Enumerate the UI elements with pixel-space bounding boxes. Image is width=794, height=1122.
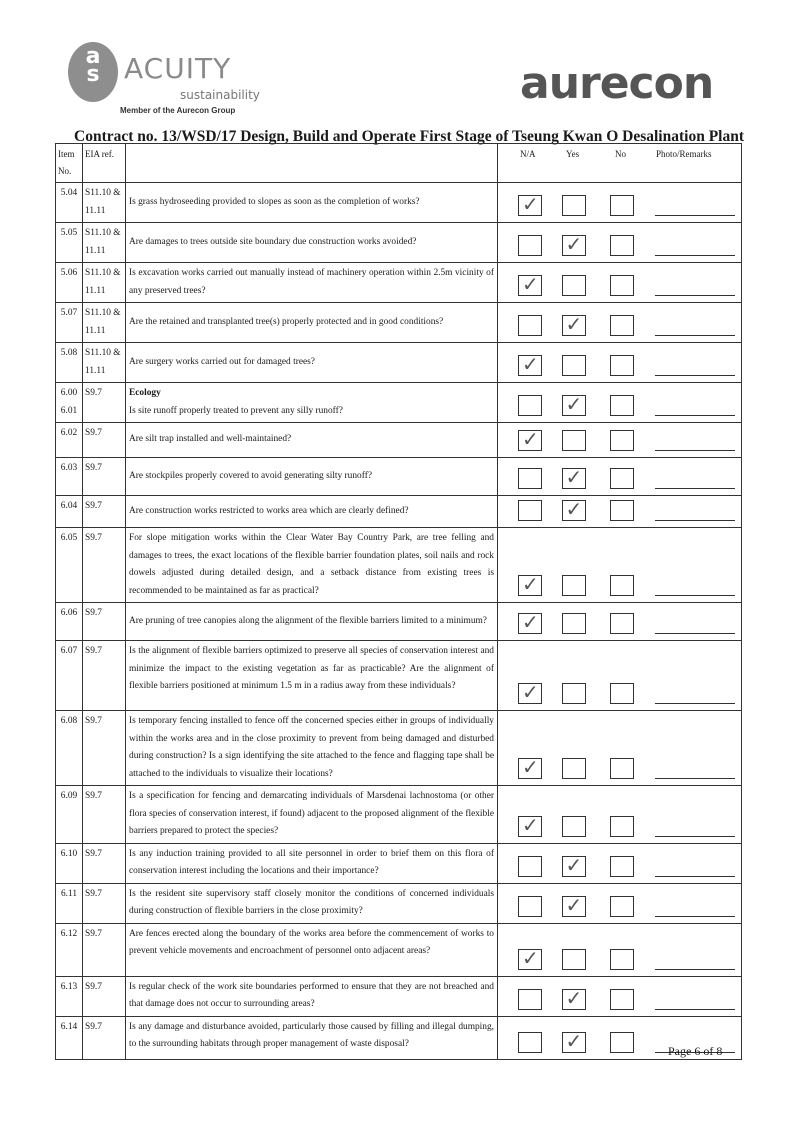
eia-ref: S9.7	[83, 786, 126, 844]
remarks-cell[interactable]	[647, 711, 742, 786]
yes-cell	[551, 1016, 599, 1059]
remarks-line	[655, 916, 736, 917]
check-mark-icon: ✓	[522, 272, 539, 296]
checkbox-na[interactable]	[518, 1032, 542, 1053]
checkbox-no[interactable]	[610, 683, 634, 704]
check-mark-icon: ✓	[565, 1028, 583, 1053]
checkbox-yes[interactable]	[562, 985, 586, 1010]
na-cell	[498, 343, 551, 383]
item-no: 6.02	[56, 423, 83, 458]
item-no: 6.06	[56, 603, 83, 641]
checkbox-yes[interactable]	[562, 816, 586, 837]
section-heading: Ecology	[129, 388, 161, 398]
no-cell	[599, 183, 647, 223]
checkbox-no[interactable]	[610, 896, 634, 917]
question-text: Is the alignment of flexible barriers optimized to preserve all species of conservation interest and minimize the impact to the existing vegetation as far as practicable? Are the alignment of flexible barriers positioned at minimum 1.5 m in a radius away from these individuals?	[129, 646, 494, 691]
no-cell	[599, 641, 647, 711]
yes-cell	[551, 843, 599, 883]
eia-ref: S9.7	[83, 383, 126, 423]
yes-cell	[551, 303, 599, 343]
header-na: N/A	[520, 149, 536, 159]
table-row	[56, 923, 742, 976]
table-row	[56, 458, 742, 496]
question-cell	[126, 383, 498, 423]
remarks-cell[interactable]	[647, 458, 742, 496]
na-cell	[498, 528, 551, 603]
check-mark-icon: ✓	[522, 572, 539, 596]
checkbox-na[interactable]	[518, 235, 542, 256]
checkbox-yes[interactable]	[562, 758, 586, 779]
remarks-line	[655, 1009, 736, 1010]
acuity-member-text: Member of the Aurecon Group	[120, 106, 236, 115]
item-no: 5.04	[56, 183, 83, 223]
item-no: 6.04	[56, 496, 83, 528]
remarks-line	[655, 520, 736, 521]
question-text: Is a specification for fencing and demarcating individuals of Marsdenai lachnostoma (or other flora species of conservation interest, if found) adjacent to the proposed alignment of the flexible barriers prepared to protect the species?	[129, 791, 494, 836]
question-text: Is the resident site supervisory staff closely monitor the conditions of concerned individuals during construction of flexible barriers in the close proximity?	[129, 888, 494, 916]
na-cell	[498, 458, 551, 496]
checkbox-yes[interactable]	[562, 892, 586, 917]
remarks-cell[interactable]	[647, 603, 742, 641]
checkbox-yes[interactable]	[562, 465, 586, 489]
remarks-cell[interactable]	[647, 923, 742, 976]
no-cell	[599, 923, 647, 976]
contract-title: Contract no. 13/WSD/17 Design, Build and Operate First Stage of Tseung Kwan O Desalination Plant	[74, 128, 745, 145]
header-item-no: Item No.	[56, 144, 83, 183]
checkbox-na[interactable]	[518, 192, 542, 216]
item-no: 6.11	[56, 883, 83, 923]
checkbox-no[interactable]	[610, 235, 634, 256]
checkbox-yes[interactable]	[562, 683, 586, 704]
header-no: No	[615, 149, 626, 159]
item-no: 5.06	[56, 263, 83, 303]
na-cell	[498, 711, 551, 786]
question-text: Are pruning of tree canopies along the alignment of the flexible barriers limited to a minimum?	[129, 615, 487, 626]
eia-ref: S9.7	[83, 641, 126, 711]
check-mark-icon: ✓	[522, 812, 539, 837]
eia-ref: S9.7	[83, 496, 126, 528]
check-mark-icon: ✓	[522, 427, 539, 451]
yes-cell	[551, 343, 599, 383]
item-no: 6.08	[56, 711, 83, 786]
na-cell	[498, 223, 551, 263]
question-cell	[126, 458, 498, 496]
header-question	[126, 144, 498, 183]
question-text: Is temporary fencing installed to fence off the concerned species either in groups of individually within the works area and in the close proximity to prevent from being damaged and disturbed during construction? Is a sign identifying the site attached to the fence and flagging tape shall be attached to the individuals to visualize their locations?	[129, 716, 494, 779]
remarks-cell[interactable]	[647, 223, 742, 263]
yes-cell	[551, 786, 599, 844]
question-text: Is any induction training provided to all site personnel in order to brief them on this flora of conservation interest including the locations and their importance?	[129, 848, 494, 876]
remarks-cell[interactable]	[647, 976, 742, 1016]
check-mark-icon: ✓	[522, 352, 539, 376]
checkbox-no[interactable]	[610, 430, 634, 451]
remarks-line	[655, 415, 736, 416]
eia-ref: S11.10 & 11.11	[83, 303, 126, 343]
remarks-line	[655, 876, 736, 877]
na-cell	[498, 976, 551, 1016]
checkbox-no[interactable]	[610, 989, 634, 1010]
yes-cell	[551, 976, 599, 1016]
checkbox-no[interactable]	[610, 395, 634, 416]
na-cell	[498, 496, 551, 528]
checkbox-no[interactable]	[610, 1032, 634, 1053]
question-text: Are the retained and transplanted tree(s) properly protected and in good conditions?	[129, 316, 444, 327]
checkbox-yes[interactable]	[562, 275, 586, 296]
question-cell	[126, 843, 498, 883]
checkbox-no[interactable]	[610, 315, 634, 336]
remarks-cell[interactable]	[647, 843, 742, 883]
remarks-cell[interactable]	[647, 343, 742, 383]
no-cell	[599, 603, 647, 641]
remarks-cell[interactable]	[647, 496, 742, 528]
checkbox-yes[interactable]	[562, 430, 586, 451]
question-cell	[126, 528, 498, 603]
na-cell	[498, 883, 551, 923]
question-text: Are fences erected along the boundary of the works area before the commencement of works to prevent vehicle movements and encroachment of personnel onto adjacent areas?	[129, 928, 494, 956]
acuity-logo-name: ACUITY	[124, 52, 232, 85]
remarks-cell[interactable]	[647, 383, 742, 423]
checkbox-no[interactable]	[610, 275, 634, 296]
checkbox-yes[interactable]	[562, 575, 586, 596]
table-row	[56, 976, 742, 1016]
item-no: 5.08	[56, 343, 83, 383]
checkbox-na[interactable]	[518, 272, 542, 296]
table-row	[56, 711, 742, 786]
check-mark-icon: ✓	[565, 852, 583, 877]
checkbox-yes[interactable]	[562, 949, 586, 970]
na-cell	[498, 423, 551, 458]
remarks-line	[655, 450, 736, 451]
remarks-cell[interactable]	[647, 423, 742, 458]
aurecon-logo: aurecon	[520, 58, 714, 109]
checkbox-no[interactable]	[610, 575, 634, 596]
question-text: For slope mitigation works within the Clear Water Bay Country Park, are tree felling and damages to trees, the exact locations of the flexible barrier foundation plates, soil nails and rock dowels adjusted during detailed design, and a setback distance from existing trees is recommended to be maintained as far as practical?	[129, 533, 494, 596]
remarks-line	[655, 595, 736, 596]
question-text: Are surgery works carried out for damaged trees?	[129, 356, 315, 367]
eia-ref: S11.10 & 11.11	[83, 183, 126, 223]
eia-ref: S9.7	[83, 528, 126, 603]
no-cell	[599, 303, 647, 343]
eia-ref: S9.7	[83, 458, 126, 496]
item-no: 6.00 6.01	[56, 383, 83, 423]
eia-ref: S9.7	[83, 976, 126, 1016]
item-no: 6.07	[56, 641, 83, 711]
checkbox-yes[interactable]	[562, 497, 586, 521]
yes-cell	[551, 383, 599, 423]
question-cell	[126, 603, 498, 641]
remarks-cell[interactable]	[647, 641, 742, 711]
acuity-logo-mark: a s	[68, 42, 118, 102]
yes-cell	[551, 603, 599, 641]
table-row	[56, 496, 742, 528]
remarks-line	[655, 633, 736, 634]
remarks-line	[655, 778, 736, 779]
na-cell	[498, 603, 551, 641]
checkbox-na[interactable]	[518, 989, 542, 1010]
no-cell	[599, 883, 647, 923]
checkbox-yes[interactable]	[562, 232, 586, 256]
no-cell	[599, 786, 647, 844]
table-row	[56, 843, 742, 883]
table-row	[56, 883, 742, 923]
eia-ref: S9.7	[83, 603, 126, 641]
item-no: 6.10	[56, 843, 83, 883]
page-number: Page 6 of 8	[668, 1044, 723, 1058]
check-mark-icon: ✓	[565, 892, 583, 917]
na-cell	[498, 786, 551, 844]
no-cell	[599, 343, 647, 383]
checkbox-yes[interactable]	[562, 392, 586, 416]
question-cell	[126, 183, 498, 223]
checkbox-na[interactable]	[518, 680, 542, 704]
check-mark-icon: ✓	[522, 945, 539, 970]
yes-cell	[551, 923, 599, 976]
checkbox-na[interactable]	[518, 572, 542, 596]
eia-ref: S9.7	[83, 711, 126, 786]
table-row	[56, 263, 742, 303]
na-cell	[498, 383, 551, 423]
checkbox-na[interactable]	[518, 896, 542, 917]
question-text: Are damages to trees outside site boundary due construction works avoided?	[129, 236, 417, 247]
checkbox-na[interactable]	[518, 315, 542, 336]
header-yes: Yes	[566, 149, 580, 159]
table-row	[56, 603, 742, 641]
no-cell	[599, 383, 647, 423]
checkbox-yes[interactable]	[562, 312, 586, 336]
checkbox-no[interactable]	[610, 195, 634, 216]
eia-ref: S11.10 & 11.11	[83, 223, 126, 263]
remarks-cell[interactable]	[647, 183, 742, 223]
table-row	[56, 786, 742, 844]
question-text: Are stockpiles properly covered to avoid generating silty runoff?	[129, 470, 372, 481]
check-mark-icon: ✓	[565, 465, 583, 489]
question-text: Is regular check of the work site boundaries performed to ensure that they are not breached and that damage does not occur to surrounding areas?	[129, 981, 494, 1009]
checkbox-yes[interactable]	[562, 355, 586, 376]
table-row	[56, 383, 742, 423]
checkbox-no[interactable]	[610, 468, 634, 489]
item-no: 5.05	[56, 223, 83, 263]
na-cell	[498, 923, 551, 976]
remarks-line	[655, 215, 736, 216]
checkbox-no[interactable]	[610, 613, 634, 634]
table-row	[56, 1016, 742, 1059]
table-header	[56, 144, 742, 183]
table-row	[56, 423, 742, 458]
eia-ref: S9.7	[83, 923, 126, 976]
eia-ref: S11.10 & 11.11	[83, 343, 126, 383]
na-cell	[498, 183, 551, 223]
checkbox-na[interactable]	[518, 500, 542, 521]
question-cell	[126, 303, 498, 343]
checkbox-na[interactable]	[518, 468, 542, 489]
question-cell	[126, 976, 498, 1016]
item-no: 6.03	[56, 458, 83, 496]
no-cell	[599, 263, 647, 303]
remarks-line	[655, 836, 736, 837]
question-cell	[126, 496, 498, 528]
acuity-logo	[68, 42, 258, 122]
remarks-cell[interactable]	[647, 528, 742, 603]
table-row	[56, 223, 742, 263]
question-cell	[126, 423, 498, 458]
checkbox-yes[interactable]	[562, 852, 586, 877]
question-cell	[126, 1016, 498, 1059]
checkbox-na[interactable]	[518, 427, 542, 451]
yes-cell	[551, 223, 599, 263]
item-no: 6.14	[56, 1016, 83, 1059]
question-cell	[126, 883, 498, 923]
table-row	[56, 528, 742, 603]
eia-ref: S9.7	[83, 843, 126, 883]
na-cell	[498, 263, 551, 303]
no-cell	[599, 843, 647, 883]
item-no: 6.05	[56, 528, 83, 603]
na-cell	[498, 641, 551, 711]
remarks-line	[655, 488, 736, 489]
eia-ref: S11.10 & 11.11	[83, 263, 126, 303]
yes-cell	[551, 641, 599, 711]
yes-cell	[551, 458, 599, 496]
check-mark-icon: ✓	[522, 680, 539, 704]
checkbox-no[interactable]	[610, 355, 634, 376]
no-cell	[599, 496, 647, 528]
checkbox-na[interactable]	[518, 352, 542, 376]
remarks-line	[655, 295, 736, 296]
check-mark-icon: ✓	[565, 312, 583, 336]
remarks-cell[interactable]	[647, 786, 742, 844]
header-remarks: Photo/Remarks	[656, 149, 712, 159]
checkbox-yes[interactable]	[562, 195, 586, 216]
checkbox-no[interactable]	[610, 758, 634, 779]
yes-cell	[551, 528, 599, 603]
acuity-logo-sub: sustainability	[180, 88, 260, 102]
question-text: Is excavation works carried out manually instead of machinery operation within 2.5m vicinity of any preserved trees?	[129, 268, 494, 296]
question-cell	[126, 641, 498, 711]
table-row	[56, 303, 742, 343]
checkbox-na[interactable]	[518, 945, 542, 970]
table-row	[56, 641, 742, 711]
checkbox-na[interactable]	[518, 812, 542, 837]
no-cell	[599, 423, 647, 458]
no-cell	[599, 1016, 647, 1059]
checkbox-na[interactable]	[518, 395, 542, 416]
check-mark-icon: ✓	[565, 232, 583, 256]
check-mark-icon: ✓	[565, 497, 583, 521]
eia-ref: S9.7	[83, 423, 126, 458]
question-cell	[126, 343, 498, 383]
item-no: 6.09	[56, 786, 83, 844]
question-text: Is any damage and disturbance avoided, particularly those caused by filling and illegal dumping, to the surrounding habitats through proper management of waste disposal?	[129, 1021, 494, 1049]
remarks-cell[interactable]	[647, 883, 742, 923]
remarks-cell[interactable]	[647, 263, 742, 303]
question-text: Are silt trap installed and well-maintained?	[129, 434, 292, 445]
remarks-line	[655, 969, 736, 970]
item-no: 6.13	[56, 976, 83, 1016]
question-cell	[126, 786, 498, 844]
checklist-table	[55, 143, 742, 1060]
header-eia-ref: EIA ref.	[83, 144, 126, 183]
remarks-cell[interactable]	[647, 303, 742, 343]
item-no: 6.12	[56, 923, 83, 976]
checkbox-yes[interactable]	[562, 613, 586, 634]
question-cell	[126, 263, 498, 303]
question-cell	[126, 223, 498, 263]
question-text: Is site runoff properly treated to prevent any silly runoff?	[129, 405, 343, 416]
remarks-line	[655, 375, 736, 376]
check-mark-icon: ✓	[522, 192, 539, 216]
yes-cell	[551, 883, 599, 923]
check-mark-icon: ✓	[522, 755, 539, 779]
na-cell	[498, 303, 551, 343]
yes-cell	[551, 263, 599, 303]
checkbox-no[interactable]	[610, 500, 634, 521]
checkbox-no[interactable]	[610, 816, 634, 837]
question-cell	[126, 711, 498, 786]
yes-cell	[551, 496, 599, 528]
table-row	[56, 183, 742, 223]
question-cell	[126, 923, 498, 976]
na-cell	[498, 843, 551, 883]
yes-cell	[551, 423, 599, 458]
checkbox-no[interactable]	[610, 949, 634, 970]
question-text: Are construction works restricted to works area which are clearly defined?	[129, 505, 409, 516]
item-no: 5.07	[56, 303, 83, 343]
no-cell	[599, 711, 647, 786]
no-cell	[599, 223, 647, 263]
checkbox-na[interactable]	[518, 755, 542, 779]
no-cell	[599, 976, 647, 1016]
question-text: Is grass hydroseeding provided to slopes as soon as the completion of works?	[129, 196, 420, 207]
remarks-line	[655, 335, 736, 336]
check-mark-icon: ✓	[565, 985, 583, 1010]
yes-cell	[551, 711, 599, 786]
checkbox-na[interactable]	[518, 856, 542, 877]
table-row	[56, 343, 742, 383]
no-cell	[599, 528, 647, 603]
checkbox-no[interactable]	[610, 856, 634, 877]
remarks-line	[655, 703, 736, 704]
na-cell	[498, 1016, 551, 1059]
no-cell	[599, 458, 647, 496]
yes-cell	[551, 183, 599, 223]
eia-ref: S9.7	[83, 883, 126, 923]
checkbox-na[interactable]	[518, 610, 542, 634]
checkbox-yes[interactable]	[562, 1028, 586, 1053]
remarks-line	[655, 255, 736, 256]
check-mark-icon: ✓	[565, 392, 583, 416]
eia-ref: S9.7	[83, 1016, 126, 1059]
check-mark-icon: ✓	[522, 610, 539, 634]
